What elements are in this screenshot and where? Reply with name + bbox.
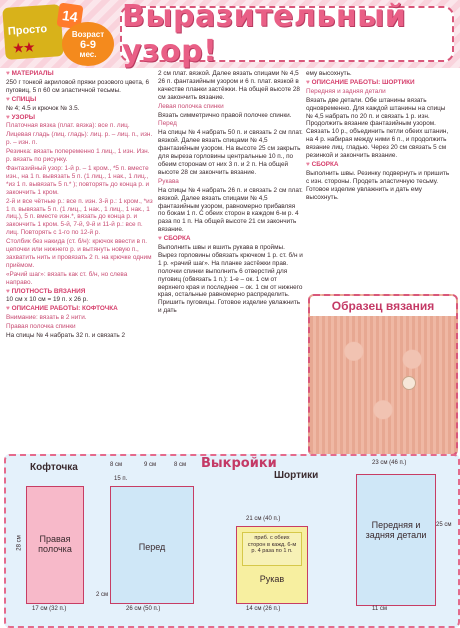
paragraph: «Рачий шаг»: вязать как ст. б/н, но слева направо. — [6, 270, 128, 286]
age-unit: мес. — [79, 50, 97, 59]
jacket-label: Кофточка — [30, 462, 78, 473]
dim-14: 14 см (26 п.) — [246, 606, 281, 612]
section-heading: ♥ СПИЦЫ — [6, 96, 154, 104]
dim-8b: 8 см — [174, 462, 187, 468]
age-range: 6-9 — [80, 39, 96, 51]
paragraph: Столбик без накида (ст. б/н): крючок ввести в п. цепочки или нижнего р. и вытянуть новую п., захватить нить и провязать 2 п. на крючке одним приёмом. — [6, 238, 152, 269]
sample-photo — [308, 294, 458, 456]
paragraph: Платочная вязка (плат. вязка): все п. лиц. — [6, 122, 130, 130]
star-rating-icon: ★★ — [12, 39, 36, 56]
paragraph: № 4; 4.5 и крючок № 3.5. — [6, 104, 80, 112]
section-heading: ♥ МАТЕРИАЛЫ — [6, 70, 154, 78]
section-heading: ♥ СБОРКА — [158, 235, 303, 243]
shorts-label: Шортики — [274, 470, 319, 481]
paragraph: 10 см х 10 см = 19 п. х 26 р. — [6, 296, 89, 304]
dim-11: 11 см — [372, 606, 388, 612]
text-column-1 — [6, 70, 154, 341]
dim-28a: 28 см — [16, 535, 23, 551]
dim-23: 23 см (46 п.) — [372, 460, 407, 466]
section-heading: ♥ ОПИСАНИЕ РАБОТЫ: КОФТОЧКА — [6, 305, 154, 313]
paragraph: Передняя и задняя детали — [306, 87, 386, 95]
paragraph: На спицы № 4 набрать 50 п. и связать 2 см плат. вязкой. Далее вязать спицами № 4,5 фантазийным узором. На высоте 25 см закрыть для выреза горловины центральные 10 п., по обеим сторонам от них 3 п. и 2 п. На общей высоте 28 см закончить вязание. — [158, 129, 303, 176]
difficulty-label: Просто — [7, 23, 48, 38]
paragraph: ему высохнуть. — [306, 70, 352, 77]
paragraph: Левая полочка спинки — [158, 102, 224, 110]
patterns-section — [4, 454, 460, 628]
section-heading: ♥ ОПИСАНИЕ РАБОТЫ: ШОРТИКИ — [306, 79, 454, 87]
paragraph: 250 г тонкой акриловой пряжи розового цвета, 6 пуговиц, 5 п 60 см эластичной тесьмы. — [6, 78, 150, 94]
difficulty-badge — [2, 4, 63, 60]
paragraph: Выполнить швы. Резинку подвернуть и пришить с изн. стороны. Продеть эластичную тесьму. Готовое изделие увлажнить и дать ему высохнуть. — [306, 169, 450, 201]
age-badge — [62, 22, 114, 66]
button-icon — [402, 376, 416, 390]
paragraph: Перед — [158, 120, 177, 128]
shorts-piece — [356, 474, 436, 606]
paragraph: Вязать симметрично правой полочке спинки. — [158, 111, 292, 119]
dim-2: 2 см — [96, 592, 109, 598]
sleeve-label: Рукав — [259, 574, 285, 584]
text-column-2 — [158, 70, 303, 316]
section-heading: ♥ УЗОРЫ — [6, 114, 154, 122]
dim-17: 17 см (32 п.) — [32, 606, 67, 612]
header-banner — [0, 0, 460, 68]
patterns-title: Выкройки — [201, 456, 277, 471]
dim-9: 9 см — [144, 462, 157, 468]
dim-15: 15 п. — [114, 476, 128, 482]
page-title: Выразительный узор! — [122, 0, 407, 69]
paragraph: Вязать две детали. Обе штанины вязать одновременно. Для каждой штанины на спицы № 4,5 набрать по 20 п. и связать 1 р. изн. Продолжить вязание фантазийным узором. Связать 10 р., объединить петли обеих штанин, на 4 р. набирая между ними 6 п., и продолжить вязание лиц. гладью. Через 20 см связать 5 см резинкой и закончить вязание. — [306, 96, 449, 160]
paragraph: На спицы № 4 набрать 26 п. и связать 2 см плат. вязкой. Далее вязать спицами № 4,5 фантазийным узором, равномерно прибавляя по бокам 1 п. С обеих сторон в каждом 6-м р. 4 раза по 1 п. На общей высоте 21 см закончить вязание. — [158, 186, 303, 234]
text-column-3 — [306, 70, 454, 203]
paragraph: Резинка: вязать попеременно 1 лиц., 1 изн. Изн. р. вязать по рисунку. — [6, 148, 150, 164]
paragraph: Правая полочка спинки — [6, 323, 76, 331]
dim-26: 26 см (50 п.) — [126, 606, 161, 612]
paragraph: Выполнить швы и вшить рукава в проймы. Вырез горловины обвязать крючком 1 р. ст. б/н и 1 р. «рачий шаг». На планке застёжки прав. полочки спинки выполнить 6 отверстий для пуговиц (обвязать 1 п.): 1-е – ок. 1 см от верхнего края и последнее – ок. 1 см от нижнего края, остальные равномерно распределить. Пришить пуговицы. Готовое изделие увлажнить и дать — [158, 244, 303, 315]
paragraph: Лицевая гладь (лиц. гладь): лиц. р. – лиц. п., изн. р. – изн. п. — [6, 131, 153, 147]
shorts-label-inner: Передняя и задняя детали — [365, 520, 427, 540]
age-label: Возраст — [71, 30, 105, 39]
issue-number-badge: 14 — [56, 2, 83, 29]
paragraph: Внимание: вязать в 2 нити. — [6, 314, 87, 322]
paragraph: 2 см плат. вязкой. Далее вязать спицами № 4,5 26 п. фантазийным узором и 6 п. плат. вязкой в качестве планки застёжки. На общей высоте 28 см закончить вязание. — [158, 70, 300, 101]
right-panel-label: Правая полочка — [38, 534, 72, 554]
front-label: Перед — [138, 542, 166, 552]
sample-label: Образец вязания — [310, 296, 456, 316]
title-box — [120, 0, 454, 69]
paragraph: Фантазийный узор: 1-й р. – 1 кром., *5 п. вместе изн., на 1 п. вывязать 5 п. (1 лиц., 1 нак., 1 лиц., *из 1 п. вывязать 5 п.* ); повторять до конца р. и закончить 1 кром. — [6, 164, 150, 196]
dim-21: 21 см (40 п.) — [246, 516, 281, 522]
paragraph: Рукава — [158, 177, 179, 185]
section-heading: ♥ ПЛОТНОСТЬ ВЯЗАНИЯ — [6, 288, 154, 296]
sleeve-note: приб. с обеих сторон в кажд. 6-м р. 4 раза по 1 п. — [242, 532, 302, 566]
section-heading: ♥ СБОРКА — [306, 161, 454, 169]
paragraph: На спицы № 4 набрать 32 п. и связать 2 — [6, 332, 126, 340]
paragraph: 2-й и все чётные р.: все п. изн. 3-й р.: 1 кром., *из 1 п. вывязать 5 п. (1 лиц., 1 нак., 1 лиц., 1 нак., 1 лиц.), 5 п. вместе изн.*, вязать до конца р. и закончить 1 кром. 5-й, 7-й, 9-й и 11-й р.: все п. лиц. Повторять с 1-го по 12-й р. — [6, 197, 153, 237]
dim-25: 25 см — [436, 522, 452, 528]
dim-8: 8 см — [110, 462, 123, 468]
